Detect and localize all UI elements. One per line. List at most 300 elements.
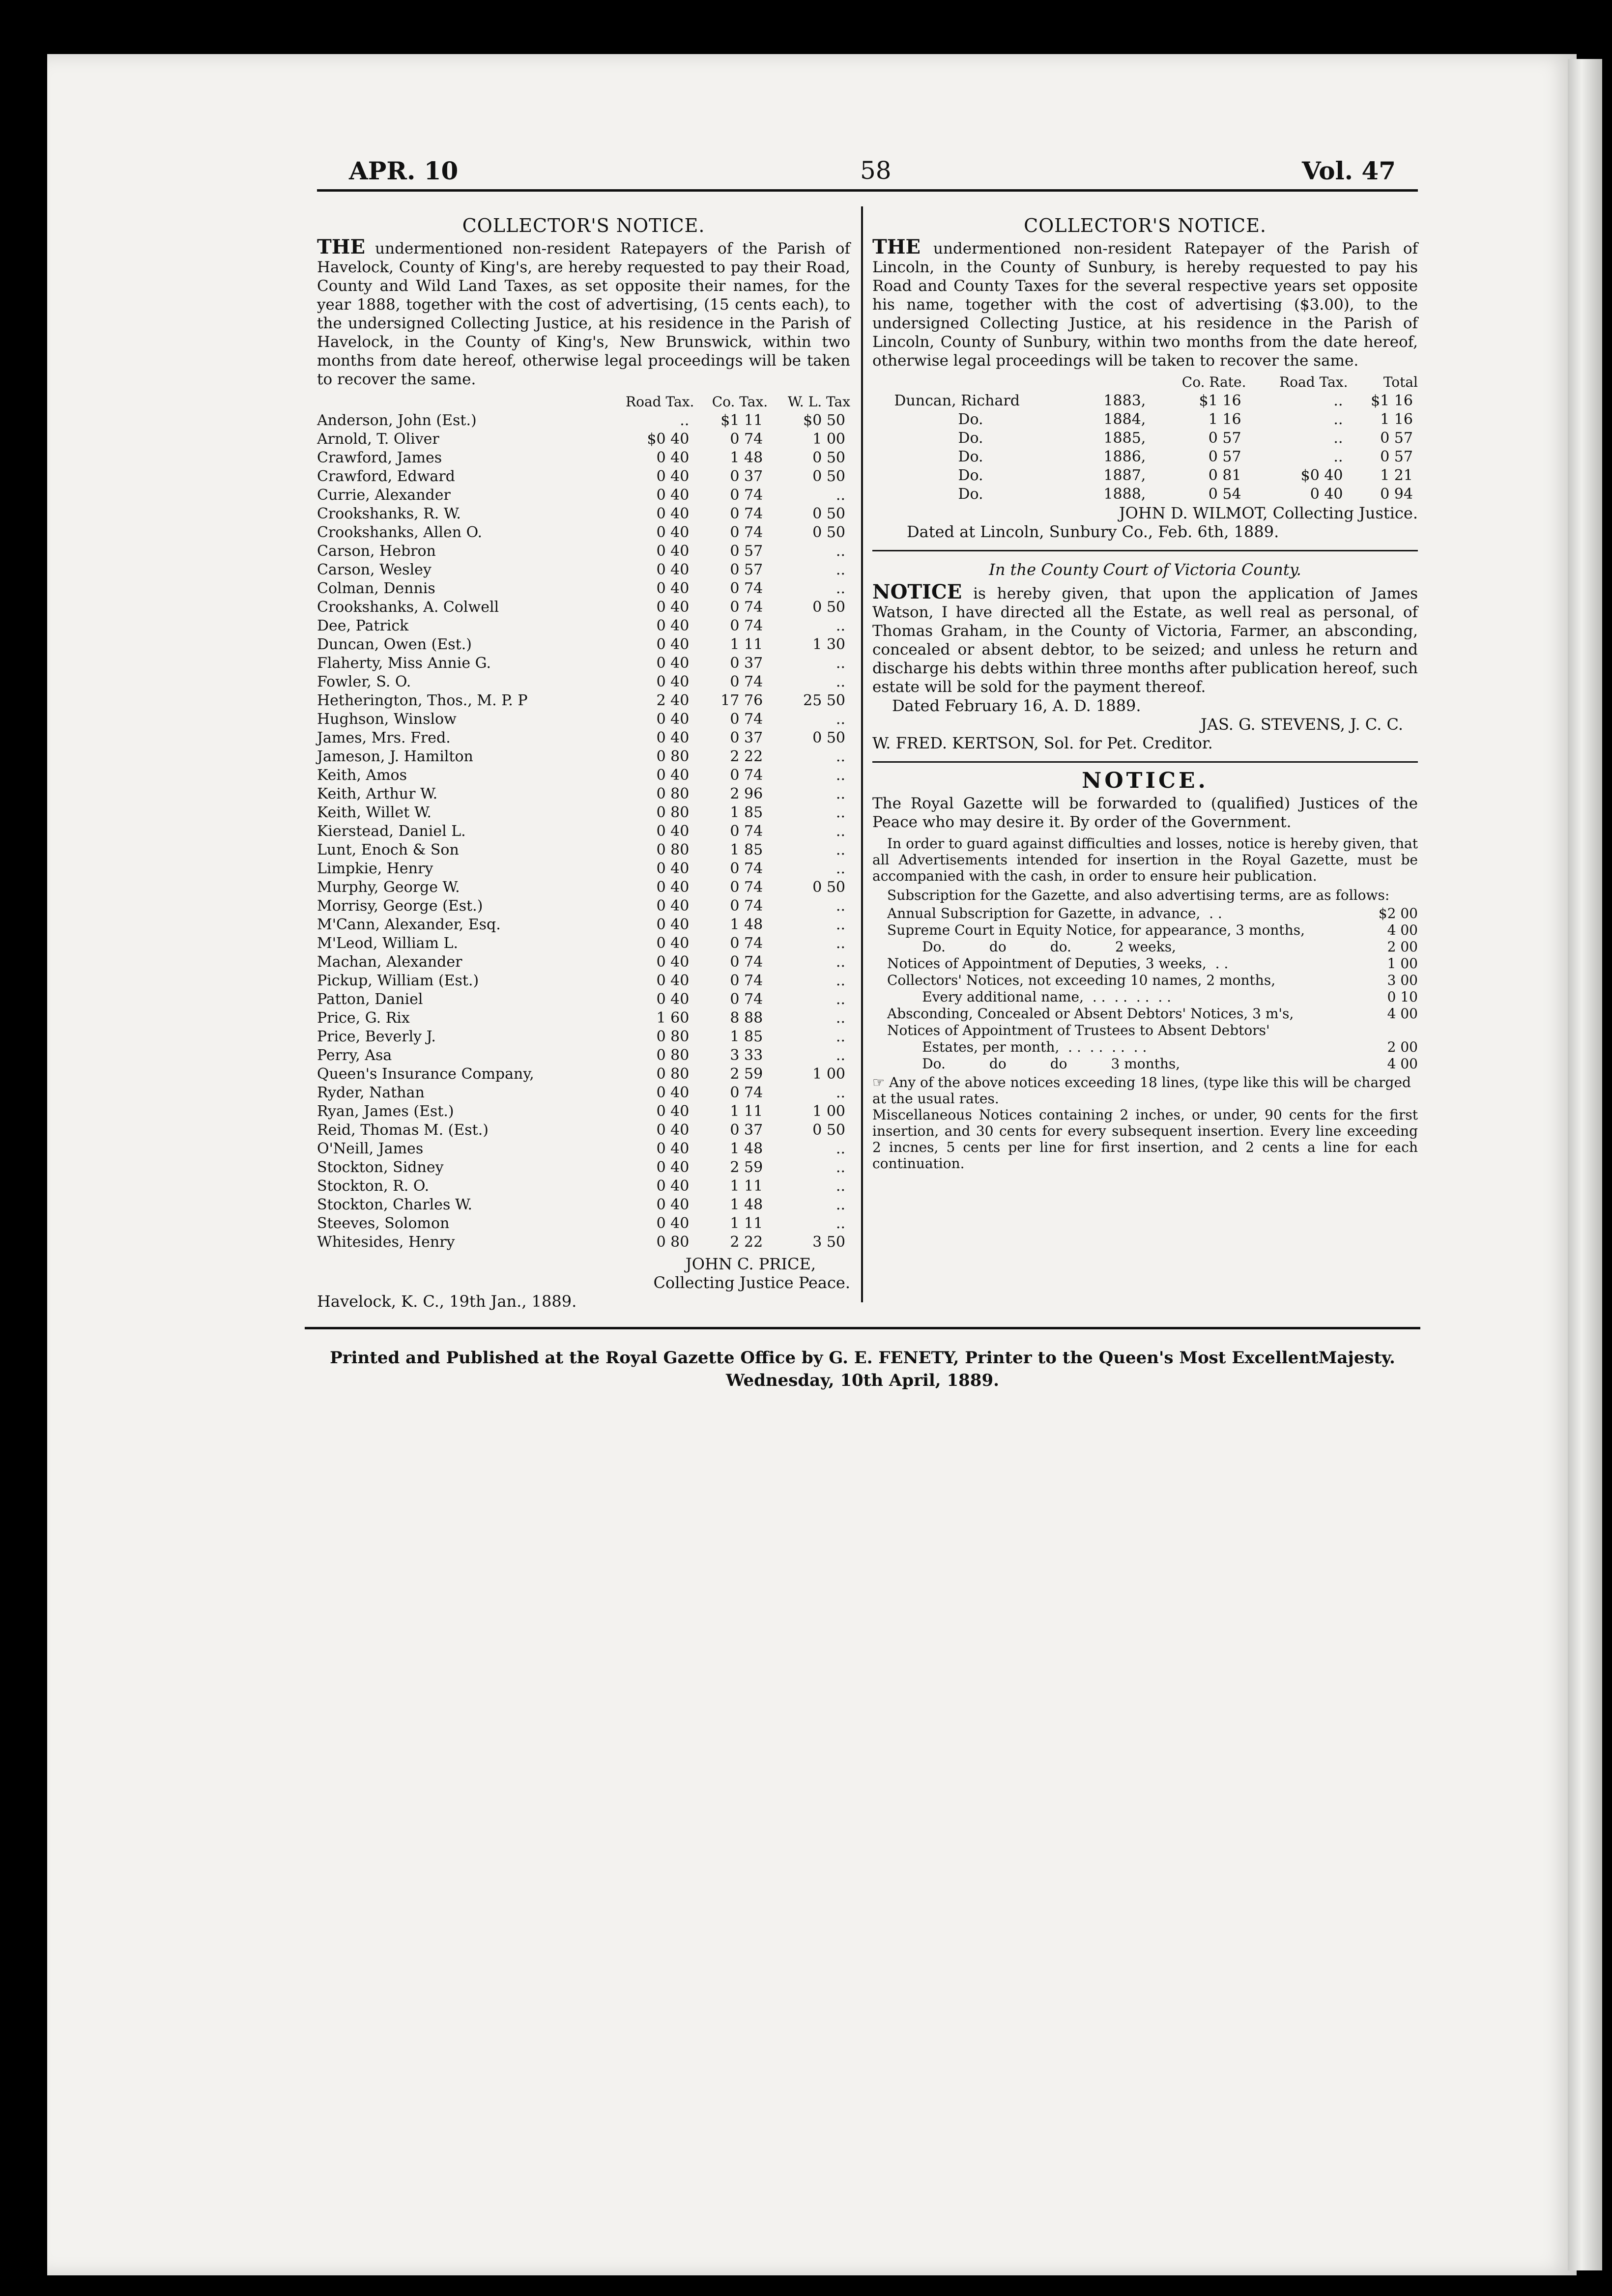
ratepayer-name: Price, G. Rix — [317, 1009, 410, 1027]
rate-price: 2 00 — [1387, 939, 1418, 955]
tax-value: 0 74 — [730, 599, 763, 616]
tax-value: 0 74 — [730, 1084, 763, 1101]
tax-value: 1 48 — [730, 449, 763, 466]
tax-value: 0 74 — [730, 972, 763, 989]
ratepayer-name: Morrisy, George (Est.) — [317, 897, 483, 915]
rate-price: 2 00 — [1387, 1039, 1418, 1055]
lines-note — [872, 1074, 1418, 1107]
tax-value: 1885, — [1103, 430, 1146, 447]
ratepayer-name: Pickup, William (Est.) — [317, 972, 479, 989]
dated-line: Havelock, K. C., 19th Jan., 1889. — [317, 1292, 577, 1311]
tax-value: 0 40 — [656, 449, 690, 466]
ratepayer-name: Perry, Asa — [317, 1047, 392, 1064]
tax-value: 0 74 — [730, 767, 763, 784]
notice-title: COLLECTOR'S NOTICE. — [1024, 215, 1267, 236]
table-row — [894, 485, 1418, 504]
col-header: Road Tax. — [626, 394, 694, 410]
table-row — [894, 466, 1418, 485]
tax-value: 0 74 — [730, 617, 763, 634]
rate-label: Do. do do 3 months, — [887, 1056, 1180, 1072]
tax-value: 1887, — [1103, 467, 1146, 484]
rate-price: $2 00 — [1378, 905, 1418, 921]
page-header — [300, 103, 1396, 185]
table-row — [317, 1046, 850, 1065]
rate-label: Every additional name, . . . . . . . . — [887, 989, 1172, 1005]
tax-value: .. — [835, 673, 845, 690]
tax-value: 0 74 — [730, 879, 763, 896]
tax-value: 1883, — [1103, 392, 1146, 409]
notice-first-word: NOTICE — [872, 580, 962, 603]
table-row — [317, 1102, 850, 1121]
ratepayer-name: Steeves, Solomon — [317, 1215, 450, 1232]
tax-value: 0 50 — [812, 524, 845, 541]
tax-value: .. — [835, 1140, 845, 1157]
table-row — [317, 505, 850, 523]
table-row — [317, 1084, 850, 1102]
table-row — [317, 635, 850, 654]
table-row — [317, 1065, 850, 1084]
tax-value: .. — [835, 655, 845, 672]
tax-value: .. — [835, 972, 845, 989]
table-row — [317, 691, 850, 710]
table-row — [317, 1233, 850, 1252]
tax-value: 0 40 — [656, 972, 690, 989]
signature: JOHN D. WILMOT, Collecting Justice. — [1119, 504, 1418, 522]
table-row — [317, 430, 850, 449]
tax-value: 0 74 — [730, 430, 763, 448]
tax-value: 0 80 — [656, 785, 690, 803]
ratepayer-name: Crookshanks, A. Colwell — [317, 599, 499, 616]
col-header: Total — [1383, 374, 1418, 390]
rate-price: 4 00 — [1387, 1005, 1418, 1022]
rate-label: Notices of Appointment of Deputies, 3 weeks, . . — [887, 955, 1229, 972]
havelock-collector-notice — [317, 216, 850, 1311]
tax-value: 0 40 — [656, 767, 690, 784]
tax-value: 25 50 — [803, 692, 845, 709]
tax-value: 0 40 — [656, 1103, 690, 1120]
ratepayer-name: Crookshanks, Allen O. — [317, 524, 483, 541]
rate-price: 4 00 — [1387, 1056, 1418, 1072]
tax-value: .. — [835, 748, 845, 765]
tax-value: 1 85 — [730, 1028, 763, 1045]
notice-first-word: THE — [872, 235, 921, 258]
imprint — [305, 1347, 1420, 1392]
tax-value: 2 59 — [730, 1065, 763, 1083]
table-row — [317, 1158, 850, 1177]
tax-value: 0 74 — [730, 991, 763, 1008]
rate-price: 3 00 — [1387, 972, 1418, 988]
table-row — [317, 579, 850, 598]
ratepayer-name: Limpkie, Henry — [317, 860, 433, 877]
tax-value: 0 40 — [656, 1159, 690, 1176]
tax-value: 0 40 — [656, 935, 690, 952]
table-row — [317, 990, 850, 1009]
tax-value: 2 22 — [730, 1234, 763, 1251]
rate-label: Notices of Appointment of Trustees to Absent Debtors' — [887, 1022, 1270, 1038]
rate-label: Do. do do. 2 weeks, — [887, 939, 1176, 955]
tax-value: 1 48 — [730, 916, 763, 933]
ratepayer-name: Fowler, S. O. — [317, 673, 411, 690]
gazette-guard: In order to guard against difficulties and losses, notice is hereby given, that all Advertisements intended for insertion in the Royal Gazette, must be accompanied with the cash, in order to ensure heir publication. — [872, 835, 1418, 884]
table-row — [317, 804, 850, 822]
tax-value: 0 54 — [1208, 486, 1241, 503]
table-row — [317, 673, 850, 691]
tax-value: .. — [1333, 448, 1343, 465]
header-rule — [317, 189, 1418, 192]
ratepayer-name: Ryan, James (Est.) — [317, 1103, 454, 1120]
rate-row — [887, 1022, 1418, 1039]
tax-value: .. — [835, 823, 845, 840]
ratepayer-name: Machan, Alexander — [317, 953, 462, 971]
table-row — [317, 841, 850, 860]
tax-value: $0 50 — [803, 412, 845, 429]
tax-value: 0 74 — [730, 953, 763, 971]
notice-text: undermentioned non-resident Ratepayer of the Parish of Lincoln, in the County of Sunbury, is hereby requested to pay his Road and County Taxes for the several respective years set opposite his name, together with the cost of advertising ($3.00), to the undersigned Collecting Justice, at his residence in the Parish of Lincoln, County of Sunbury, within two months from the date hereof, otherwise legal proceedings will be taken to recover the same. — [872, 240, 1418, 370]
tax-value: 0 50 — [812, 449, 845, 466]
tax-value: .. — [835, 617, 845, 634]
ratepayer-name: Carson, Hebron — [317, 543, 436, 560]
binding-edge — [1568, 59, 1602, 2270]
col-header: Road Tax. — [1279, 374, 1348, 390]
ratepayer-name: Flaherty, Miss Annie G. — [317, 655, 491, 672]
rate-row — [887, 1039, 1418, 1056]
tax-value: 1 21 — [1380, 467, 1413, 484]
ratepayer-name: Do. — [958, 486, 983, 503]
ratepayer-name: Crawford, James — [317, 449, 442, 466]
table-row — [317, 785, 850, 804]
rate-label: Collectors' Notices, not exceeding 10 names, 2 months, — [887, 972, 1276, 988]
tax-value: 3 50 — [812, 1234, 845, 1251]
tax-value: .. — [1333, 411, 1343, 428]
tax-value: .. — [835, 1047, 845, 1064]
table-row — [317, 486, 850, 505]
tax-value: 0 57 — [1208, 430, 1241, 447]
tax-value: .. — [1333, 430, 1343, 447]
col-header — [894, 373, 1081, 392]
issue-date: APR. 10 — [349, 156, 459, 185]
tax-value: 0 74 — [730, 860, 763, 877]
table-row — [317, 953, 850, 972]
tax-value: 0 40 — [656, 711, 690, 728]
ratepayer-name: James, Mrs. Fred. — [317, 729, 451, 746]
ratepayer-name: Duncan, Owen (Est.) — [317, 636, 472, 653]
dated-line: Dated at Lincoln, Sunbury Co., Feb. 6th, 1889. — [907, 522, 1279, 541]
ratepayer-name: Lunt, Enoch & Son — [317, 841, 459, 859]
tax-value: 0 40 — [1310, 486, 1343, 503]
tax-value: 2 59 — [730, 1159, 763, 1176]
tax-value: .. — [835, 1028, 845, 1045]
tax-value: 0 74 — [730, 935, 763, 952]
lines-note-text: Any of the above notices exceeding 18 lines, (type like this will be charged at the usual rates. — [872, 1074, 1411, 1107]
ratepayer-name: Reid, Thomas M. (Est.) — [317, 1121, 489, 1139]
tax-value: .. — [835, 1009, 845, 1027]
rate-row — [887, 989, 1418, 1005]
tax-value: 8 88 — [730, 1009, 763, 1027]
ratepayer-name: Patton, Daniel — [317, 991, 423, 1008]
table-row — [317, 1196, 850, 1214]
tax-value: 1886, — [1103, 448, 1146, 465]
notice-first-word: THE — [317, 235, 366, 258]
rate-row — [887, 972, 1418, 989]
ratepayer-name: Keith, Willet W. — [317, 804, 432, 821]
tax-value: 0 80 — [656, 1028, 690, 1045]
section-rule — [872, 761, 1418, 763]
tax-value: .. — [835, 916, 845, 933]
tax-value: $1 16 — [1371, 392, 1413, 409]
right-column — [872, 216, 1418, 1172]
tax-value: 0 40 — [656, 860, 690, 877]
tax-value: 1 00 — [812, 1065, 845, 1083]
rate-label: Annual Subscription for Gazette, in advance, . . — [887, 905, 1222, 921]
rate-label: Supreme Court in Equity Notice, for appearance, 3 months, — [887, 922, 1305, 938]
rate-price: 4 00 — [1387, 922, 1418, 938]
tax-value: 0 74 — [730, 524, 763, 541]
rate-row — [887, 955, 1418, 972]
tax-value: .. — [835, 897, 845, 915]
tax-value: 3 33 — [730, 1047, 763, 1064]
tax-value: 0 40 — [656, 991, 690, 1008]
ratepayer-name: Anderson, John (Est.) — [317, 412, 477, 429]
tax-value: 0 81 — [1208, 467, 1241, 484]
tax-value: 0 50 — [812, 505, 845, 522]
tax-value: .. — [835, 543, 845, 560]
rate-row — [887, 922, 1418, 939]
rate-price: 0 10 — [1387, 989, 1418, 1005]
tax-value: 0 40 — [656, 543, 690, 560]
ratepayer-name: Do. — [958, 430, 983, 447]
tax-value: 0 40 — [656, 1177, 690, 1195]
tax-value: 0 50 — [812, 1121, 845, 1139]
bleed-through — [865, 1415, 1406, 2054]
tax-value: .. — [835, 1177, 845, 1195]
table-row — [317, 878, 850, 897]
ratepayer-name: Stockton, Charles W. — [317, 1196, 473, 1213]
volume-number: Vol. 47 — [1302, 156, 1396, 185]
tax-value: 0 40 — [656, 580, 690, 597]
tax-value: .. — [835, 935, 845, 952]
ratepayer-name: Hetherington, Thos., M. P. P — [317, 692, 528, 709]
table-row — [317, 1140, 850, 1158]
ratepayer-name: Price, Beverly J. — [317, 1028, 436, 1045]
tax-value: 0 80 — [656, 1047, 690, 1064]
tax-value: 0 40 — [656, 524, 690, 541]
tax-value: 0 40 — [656, 617, 690, 634]
tax-value: .. — [835, 804, 845, 821]
table-row — [317, 523, 850, 542]
tax-value: 0 80 — [656, 841, 690, 859]
table-row — [317, 542, 850, 561]
tax-value: 0 40 — [656, 1196, 690, 1213]
tax-value: .. — [835, 561, 845, 578]
tax-value: 0 74 — [730, 711, 763, 728]
tax-value: 0 74 — [730, 897, 763, 915]
rate-label: Absconding, Concealed or Absent Debtors' Notices, 3 m's, — [887, 1005, 1294, 1022]
notice-title: COLLECTOR'S NOTICE. — [462, 215, 705, 236]
table-row — [317, 1028, 850, 1046]
tax-value: .. — [835, 1196, 845, 1213]
tax-value: .. — [835, 991, 845, 1008]
tax-value: 0 40 — [656, 1121, 690, 1139]
tax-value: 0 80 — [656, 804, 690, 821]
tax-value: 0 37 — [730, 655, 763, 672]
col-header: W. L. Tax — [787, 394, 850, 410]
rate-row — [887, 1056, 1418, 1072]
tax-value: 0 40 — [656, 729, 690, 746]
ratepayer-name: M'Leod, William L. — [317, 935, 458, 952]
gazette-intro: The Royal Gazette will be forwarded to (qualified) Justices of the Peace who may desire it. By order of the Government. — [872, 795, 1418, 831]
table-row — [894, 429, 1418, 448]
ratepayer-name: Keith, Arthur W. — [317, 785, 438, 803]
table-row — [317, 822, 850, 841]
ratepayer-name: Arnold, T. Oliver — [317, 430, 439, 448]
table-row — [317, 617, 850, 635]
col-header — [1081, 373, 1151, 392]
rate-row — [887, 939, 1418, 955]
table-row — [317, 654, 850, 673]
tax-value: 0 57 — [730, 543, 763, 560]
tax-value: 1888, — [1103, 486, 1146, 503]
table-row — [894, 448, 1418, 466]
page-number: 58 — [860, 156, 892, 185]
tax-value: 0 94 — [1380, 486, 1413, 503]
table-row — [317, 729, 850, 747]
pointing-hand-icon: ☞ — [872, 1074, 885, 1091]
tax-value: 0 57 — [1380, 430, 1413, 447]
tax-value: .. — [835, 1084, 845, 1101]
table-row — [317, 747, 850, 766]
table-row — [317, 1121, 850, 1140]
col-header: Co. Rate. — [1181, 374, 1246, 390]
notice-body — [872, 235, 1418, 370]
tax-value: 0 40 — [656, 468, 690, 485]
gazette-notice-title: NOTICE. — [1082, 768, 1209, 793]
ratepayer-name: Ryder, Nathan — [317, 1084, 425, 1101]
tax-value: $0 40 — [1300, 467, 1343, 484]
tax-value: 0 37 — [730, 468, 763, 485]
notice-text: undermentioned non-resident Ratepayers of the Parish of Havelock, County of King's, are hereby requested to pay their Road, County and Wild Land Taxes, as set opposite their names, for the year 1888, together with the cost of advertising, (15 cents each), to the undersigned Collecting Justice, at his residence in the Parish of Havelock, in the County of King's, New Brunswick, within two months from date hereof, otherwise legal proceedings will be taken to recover the same. — [317, 240, 850, 388]
table-row — [317, 897, 850, 916]
ratepayer-name: Carson, Wesley — [317, 561, 432, 578]
tax-value: 0 74 — [730, 505, 763, 522]
tax-value: 0 40 — [656, 897, 690, 915]
footer-rule — [305, 1327, 1420, 1329]
table-row — [317, 934, 850, 953]
table-row — [317, 1009, 850, 1028]
rate-label: Estates, per month, . . . . . . . . — [887, 1039, 1147, 1055]
signature — [317, 1255, 850, 1292]
imprint-line: Printed and Published at the Royal Gazette Office by G. E. FENETY, Printer to the Queen's Most ExcellentMajesty. — [330, 1348, 1395, 1368]
tax-value: 0 74 — [730, 487, 763, 504]
ratepayer-name: Stockton, Sidney — [317, 1159, 444, 1176]
tax-value: 0 40 — [656, 916, 690, 933]
ratepayer-name: Currie, Alexander — [317, 487, 451, 504]
table-row — [317, 766, 850, 785]
ratepayer-name: Murphy, George W. — [317, 879, 460, 896]
court-notice-body — [872, 580, 1418, 696]
col-header: Co. Tax. — [712, 394, 768, 410]
tax-value: 0 40 — [656, 673, 690, 690]
ratepayer-name: Queen's Insurance Company, — [317, 1065, 534, 1083]
tax-value: 0 37 — [730, 729, 763, 746]
ratepayer-name: Stockton, R. O. — [317, 1177, 430, 1195]
rate-row — [887, 1005, 1418, 1022]
column-divider — [861, 206, 863, 1302]
ratepayer-name: Whitesides, Henry — [317, 1234, 455, 1251]
tax-value: .. — [1333, 392, 1343, 409]
solicitor-line: W. FRED. KERTSON, Sol. for Pet. Creditor. — [872, 734, 1213, 752]
tax-value: .. — [835, 767, 845, 784]
tax-value: 1884, — [1103, 411, 1146, 428]
tax-value: 1 16 — [1208, 411, 1241, 428]
tax-value: .. — [835, 953, 845, 971]
tax-value: 0 40 — [656, 1140, 690, 1157]
table-row — [317, 411, 850, 430]
gazette-subscription: Subscription for the Gazette, and also advertising terms, are as follows: — [887, 887, 1390, 903]
tax-value: 1 11 — [730, 1215, 763, 1232]
tax-table — [317, 393, 850, 1252]
tax-value: $1 11 — [720, 412, 763, 429]
signature-title: Collecting Justice Peace. — [653, 1273, 850, 1292]
tax-value: 0 50 — [812, 468, 845, 485]
court-dated: Dated February 16, A. D. 1889. — [892, 696, 1141, 715]
tax-value: 0 57 — [1380, 448, 1413, 465]
tax-value: 1 00 — [812, 430, 845, 448]
tax-value: 1 60 — [656, 1009, 690, 1027]
notice-body — [317, 235, 850, 389]
notice-text: is hereby given, that upon the application of James Watson, I have directed all the Estate, as well real as personal, of Thomas Graham, in the County of Victoria, Farmer, an absconding, concealed or absent debtor, to be seized; and unless he return and discharge his debts within three months after publication hereof, such estate will be sold for the payment thereof. — [872, 585, 1418, 696]
tax-value: 0 74 — [730, 673, 763, 690]
signature-name: JOHN C. PRICE, — [685, 1255, 816, 1273]
tax-value: 0 40 — [656, 487, 690, 504]
table-row — [317, 1214, 850, 1233]
tax-value: 0 37 — [730, 1121, 763, 1139]
tax-value: 0 50 — [812, 729, 845, 746]
table-row — [317, 467, 850, 486]
tax-value: 0 57 — [730, 561, 763, 578]
tax-value: 0 40 — [656, 1215, 690, 1232]
misc-notice: Miscellaneous Notices containing 2 inches, or under, 90 cents for the first insertion, and 30 cents for every subsequent insertion. Every line exceeding 2 incnes, 5 cents per line for first insertion, and 2 cents a line for each continuation. — [872, 1107, 1418, 1172]
tax-value: 1 16 — [1380, 411, 1413, 428]
table-row — [894, 392, 1418, 410]
tax-value: .. — [835, 1159, 845, 1176]
tax-value: 0 74 — [730, 580, 763, 597]
rate-price: 1 00 — [1387, 955, 1418, 972]
tax-value: 1 11 — [730, 1103, 763, 1120]
imprint-date: Wednesday, 10th April, 1889. — [726, 1371, 999, 1390]
tax-value: 0 74 — [730, 823, 763, 840]
tax-value: 0 40 — [656, 879, 690, 896]
tax-value: $1 16 — [1199, 392, 1241, 409]
tax-value: 2 22 — [730, 748, 763, 765]
tax-value: 0 40 — [656, 599, 690, 616]
tax-value: .. — [835, 580, 845, 597]
tax-value: .. — [835, 860, 845, 877]
rate-row — [887, 905, 1418, 922]
ratepayer-name: O'Neill, James — [317, 1140, 424, 1157]
tax-value: .. — [835, 487, 845, 504]
tax-value: 0 40 — [656, 1084, 690, 1101]
tax-value: 1 85 — [730, 841, 763, 859]
ratepayer-name: Keith, Amos — [317, 767, 407, 784]
ratepayer-name: Jameson, J. Hamilton — [317, 748, 473, 765]
ratepayer-name: Colman, Dennis — [317, 580, 435, 597]
ratepayer-name: Kierstead, Daniel L. — [317, 823, 466, 840]
rates-list — [872, 905, 1418, 1072]
tax-value: 0 40 — [656, 636, 690, 653]
tax-value: 0 40 — [656, 655, 690, 672]
section-rule — [872, 550, 1418, 551]
ratepayer-name: Hughson, Winslow — [317, 711, 457, 728]
